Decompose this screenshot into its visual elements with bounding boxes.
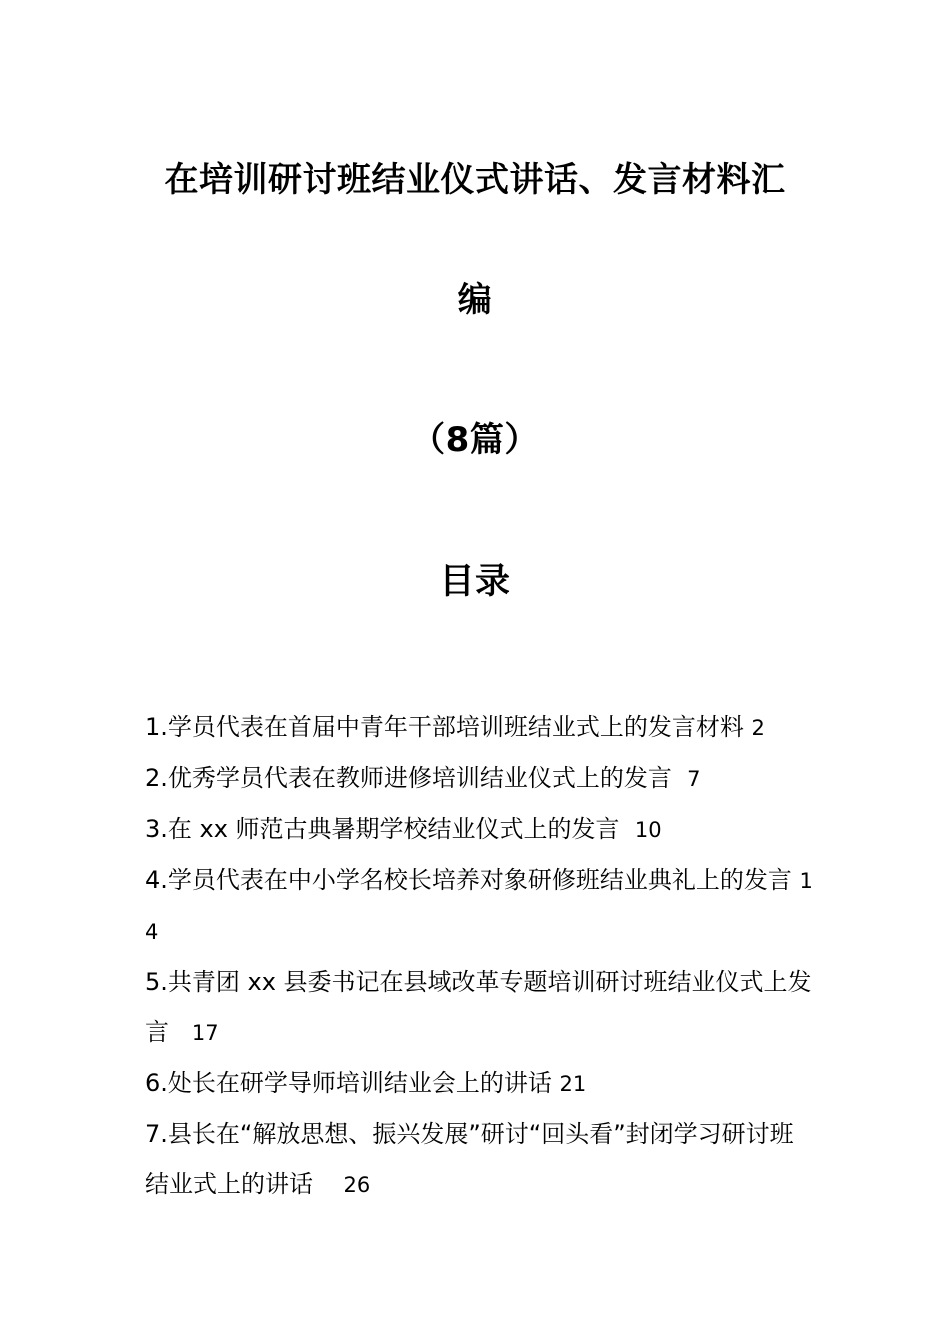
toc-item-text: 5.共青团 xx 县委书记在县域改革专题培训研讨班结业仪式上发言 bbox=[145, 968, 812, 1046]
toc-item-page: 14 bbox=[145, 869, 813, 944]
toc-item-page: 26 bbox=[343, 1173, 371, 1197]
table-of-contents bbox=[145, 702, 817, 1210]
toc-item-text: 3.在 xx 师范古典暑期学校结业仪式上的发言 bbox=[145, 815, 620, 843]
toc-item-text: 2.优秀学员代表在教师进修培训结业仪式上的发言 bbox=[145, 764, 672, 792]
toc-item[interactable] bbox=[145, 804, 817, 855]
toc-heading: 目录 bbox=[439, 562, 511, 602]
toc-item-text: 1.学员代表在首届中青年干部培训班结业式上的发言材料 bbox=[145, 713, 744, 741]
toc-item-page: 10 bbox=[634, 818, 662, 842]
toc-item-page: 21 bbox=[559, 1072, 587, 1096]
toc-item[interactable] bbox=[145, 702, 817, 753]
toc-item-page: 7 bbox=[687, 767, 701, 791]
toc-item-text: 4.学员代表在中小学名校长培养对象研修班结业典礼上的发言 bbox=[145, 866, 792, 894]
document-title-line-1: 在培训研讨班结业仪式讲话、发言材料汇 bbox=[164, 160, 786, 200]
toc-item-page: 2 bbox=[751, 716, 765, 740]
toc-item[interactable] bbox=[145, 957, 817, 1058]
toc-item-text: 6.处长在研学导师培训结业会上的讲话 bbox=[145, 1069, 552, 1097]
document-title-line-2: 编 bbox=[457, 280, 493, 320]
toc-item[interactable] bbox=[145, 855, 817, 957]
toc-item-text: 7.县长在“解放思想、振兴发展”研讨“回头看”封闭学习研讨班结业式上的讲话 bbox=[145, 1120, 794, 1198]
toc-item[interactable] bbox=[145, 1109, 817, 1210]
toc-item[interactable] bbox=[145, 753, 817, 804]
toc-item-page: 17 bbox=[191, 1021, 219, 1045]
toc-item[interactable] bbox=[145, 1058, 817, 1109]
document-title-count: （8篇） bbox=[411, 420, 539, 460]
